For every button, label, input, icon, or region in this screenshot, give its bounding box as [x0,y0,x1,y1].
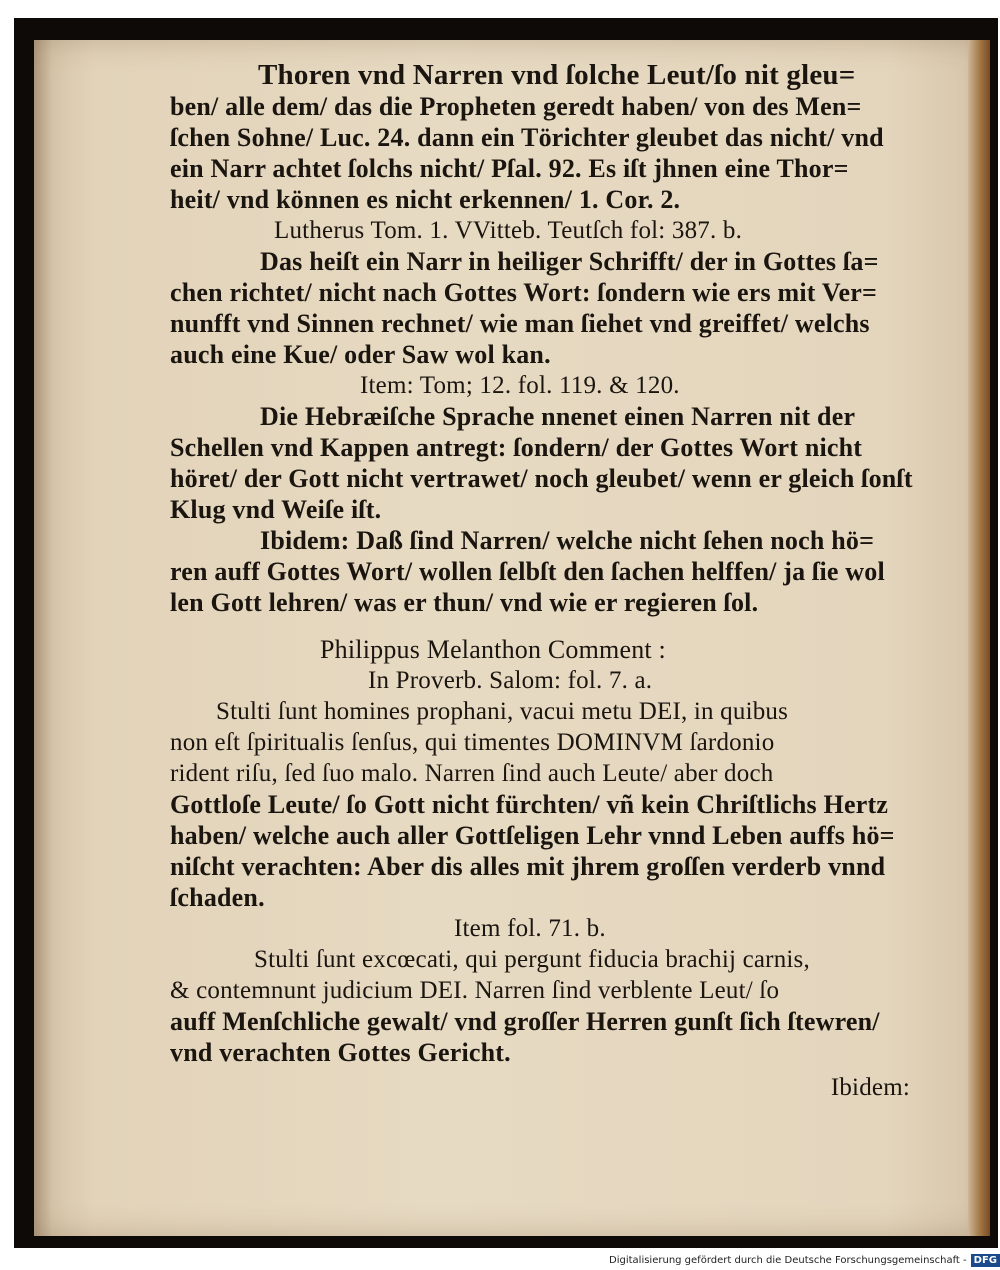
text-line: non eſt ſpiritualis ſenſus, qui timentes DOMINVM ſardonio [170,729,775,756]
text-line: Das heiſt ein Narr in heiliger Schrifft/ der in Gottes ſa= [260,247,879,276]
text-line: Item fol. 71. b. [454,915,606,942]
text-line: rident riſu, ſed ſuo malo. Narren ſind auch Leute/ aber doch [170,760,774,787]
text-line: Stulti ſunt excœcati, qui pergunt fiducia brachij carnis, [254,946,810,973]
text-line: heit/ vnd können es nicht erkennen/ 1. Cor. 2. [170,185,681,214]
text-line: ren auff Gottes Wort/ wollen ſelbſt den ſachen helffen/ ja ſie wol [170,557,885,586]
text-line: ein Narr achtet ſolchs nicht/ Pſal. 92. Es iſt jhnen eine Thor= [170,154,849,183]
text-line: vnd verachten Gottes Gericht. [170,1038,511,1067]
page-edge [968,40,990,1236]
text-line: In Proverb. Salom: fol. 7. a. [368,667,653,694]
text-line: nunfft vnd Sinnen rechnet/ wie man ſiehet vnd greiffet/ welchs [170,309,870,338]
text-line: chen richtet/ nicht nach Gottes Wort: ſondern wie ers mit Ver= [170,278,877,307]
text-line: Gottloſe Leute/ ſo Gott nicht fürchten/ vñ kein Chriſtlichs Hertz [170,790,889,819]
text-line: & contemnunt judicium DEI. Narren ſind verblente Leut/ ſo [170,977,780,1004]
text-line: Klug vnd Weiſe iſt. [170,495,382,524]
text-line: auch eine Kue/ oder Saw wol kan. [170,340,551,369]
text-line: Die Hebræiſche Sprache nnenet einen Narren nit der [260,402,856,431]
text-line: Lutherus Tom. 1. VVitteb. Teutſch fol: 387. b. [274,217,743,244]
text-line: Thoren vnd Narren vnd ſolche Leut/ſo nit gleu= [258,59,856,91]
text-line: haben/ welche auch aller Gottſeligen Lehr vnnd Leben auffs hö= [170,821,895,850]
text-line: höret/ der Gott nicht vertrawet/ noch gleubet/ wenn er gleich ſonſt [170,464,913,493]
text-line: ſchen Sohne/ Luc. 24. dann ein Törichter gleubet das nicht/ vnd [170,123,884,152]
text-line: ben/ alle dem/ das die Propheten geredt haben/ von des Men= [170,92,862,121]
text-line: niſcht verachten: Aber dis alles mit jhrem groſſen verderb vnnd [170,852,886,881]
text-line: ſchaden. [170,883,265,912]
section-heading: Philippus Melanthon Comment : [320,635,666,664]
text-line: Stulti ſunt homines prophani, vacui metu DEI, in quibus [216,698,789,725]
text-line: Schellen vnd Kappen antregt: ſondern/ der Gottes Wort nicht [170,433,863,462]
footer-text: Digitalisierung gefördert durch die Deutsche Forschungsgemeinschaft - [609,1254,967,1266]
dfg-logo: DFG [971,1254,1000,1267]
text-line: len Gott lehren/ was er thun/ vnd wie er regieren ſol. [170,588,759,617]
page-text [170,59,913,1103]
text-line: Ibidem: Daß ſind Narren/ welche nicht ſehen noch hö= [260,526,875,555]
footer [594,1252,1000,1268]
text-line: Item: Tom; 12. fol. 119. & 120. [360,372,680,399]
catchword: Ibidem: [830,1074,910,1101]
text-line: auff Menſchliche gewalt/ vnd groſſer Herren gunſt ſich ſtewren/ [170,1007,880,1036]
